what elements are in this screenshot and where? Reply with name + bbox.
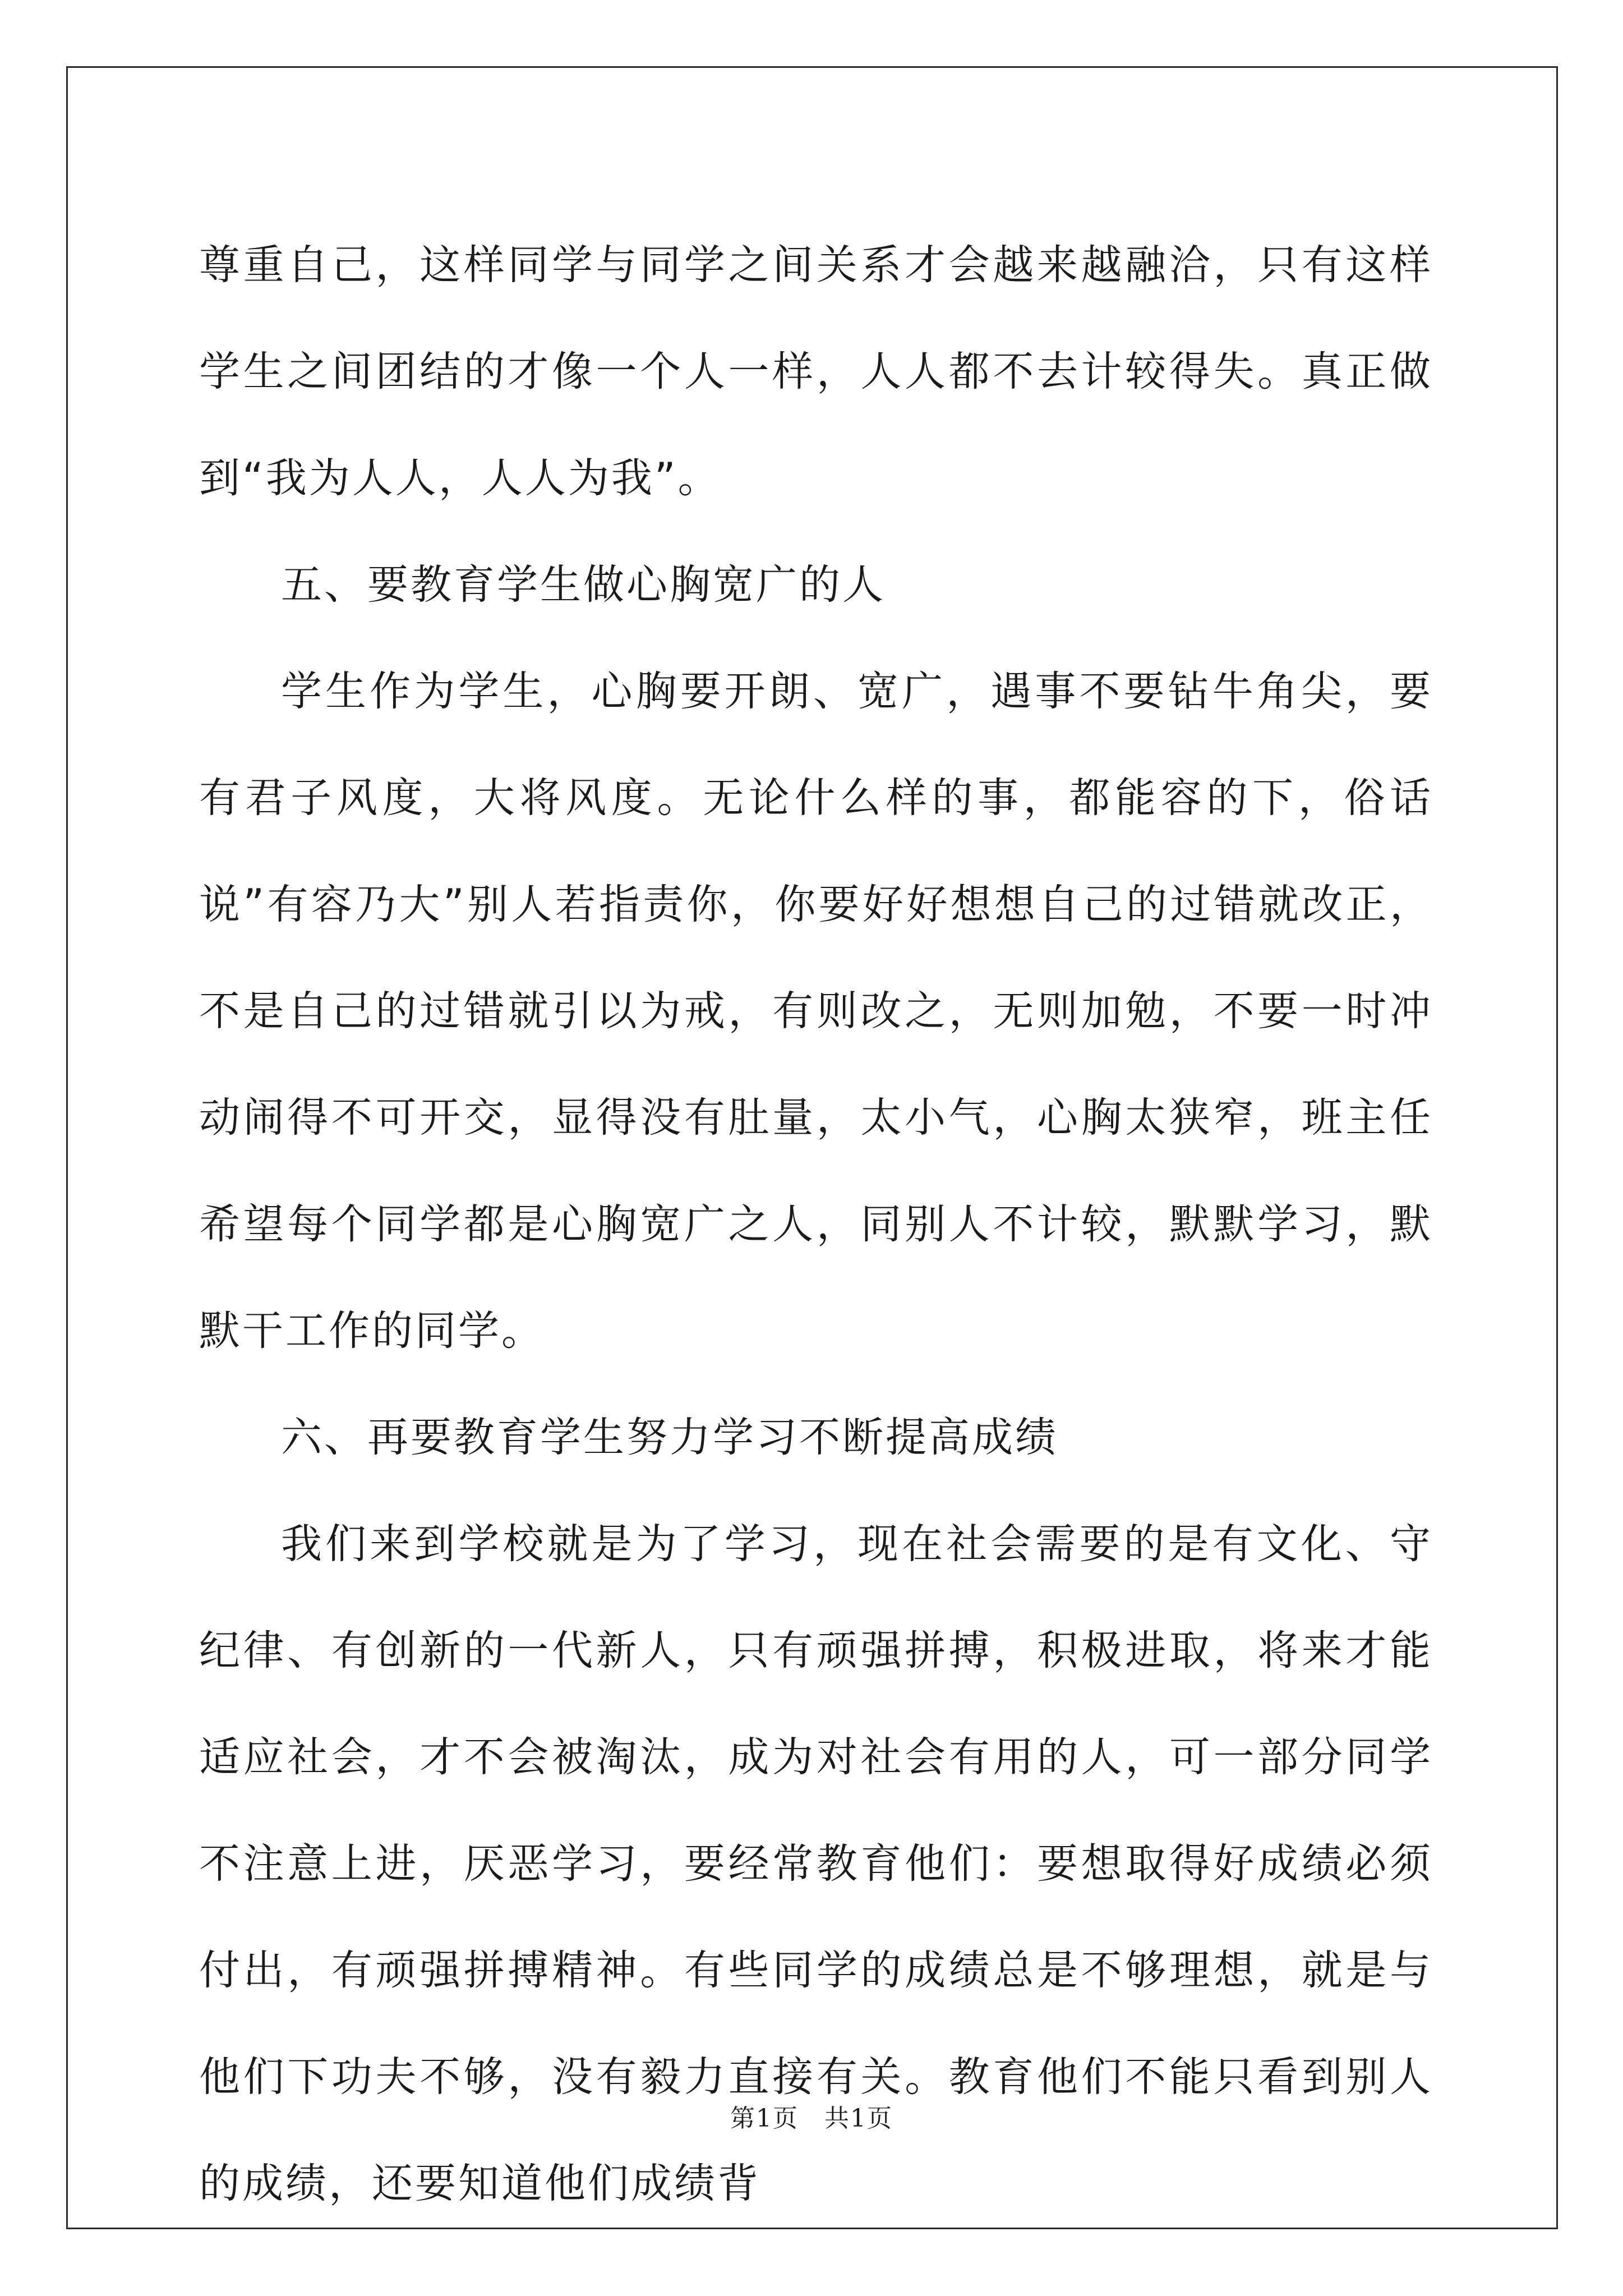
section-heading-6: 六、再要教育学生努力学习不断提高成绩 bbox=[281, 1414, 1058, 1461]
document-body bbox=[199, 212, 1433, 2237]
paragraph-section-5-body: 学生作为学生，心胸要开朗、宽广，遇事不要钻牛角尖，要有君子风度，大将风度。无论什么样的事，都能容的下，俗话说”有容乃大”别人若指责你，你要好好想想自己的过错就改正，不是自己的过错就引以为戒，有则改之，无则加勉，不要一时冲动闹得不可开交，显得没有肚量，太小气，心胸太狭窄，班主任希望每个同学都是心胸宽广之人，同别人不计较，默默学习，默默干工作的同学。 bbox=[199, 668, 1433, 1355]
paragraph-continuation: 尊重自己，这样同学与同学之间关系才会越来越融洽，只有这样学生之间团结的才像一个人一样，人人都不去计较得失。真正做到“我为人人，人人为我”。 bbox=[199, 241, 1433, 502]
paragraph-section-6-body: 我们来到学校就是为了学习，现在社会需要的是有文化、守纪律、有创新的一代新人，只有顽强拼搏，积极进取，将来才能适应社会，才不会被淘汰，成为对社会有用的人，可一部分同学不注意上进，厌恶学习，要经常教育他们：要想取得好成绩必须付出，有顽强拼搏精神。有些同学的成绩总是不够理想，就是与他们下功夫不够，没有毅力直接有关。教育他们不能只看到别人的成绩，还要知道他们成绩背 bbox=[199, 1520, 1433, 2207]
section-heading-5: 五、要教育学生做心胸宽广的人 bbox=[281, 561, 886, 609]
page-footer: 第1页 共1页 bbox=[730, 2104, 893, 2133]
